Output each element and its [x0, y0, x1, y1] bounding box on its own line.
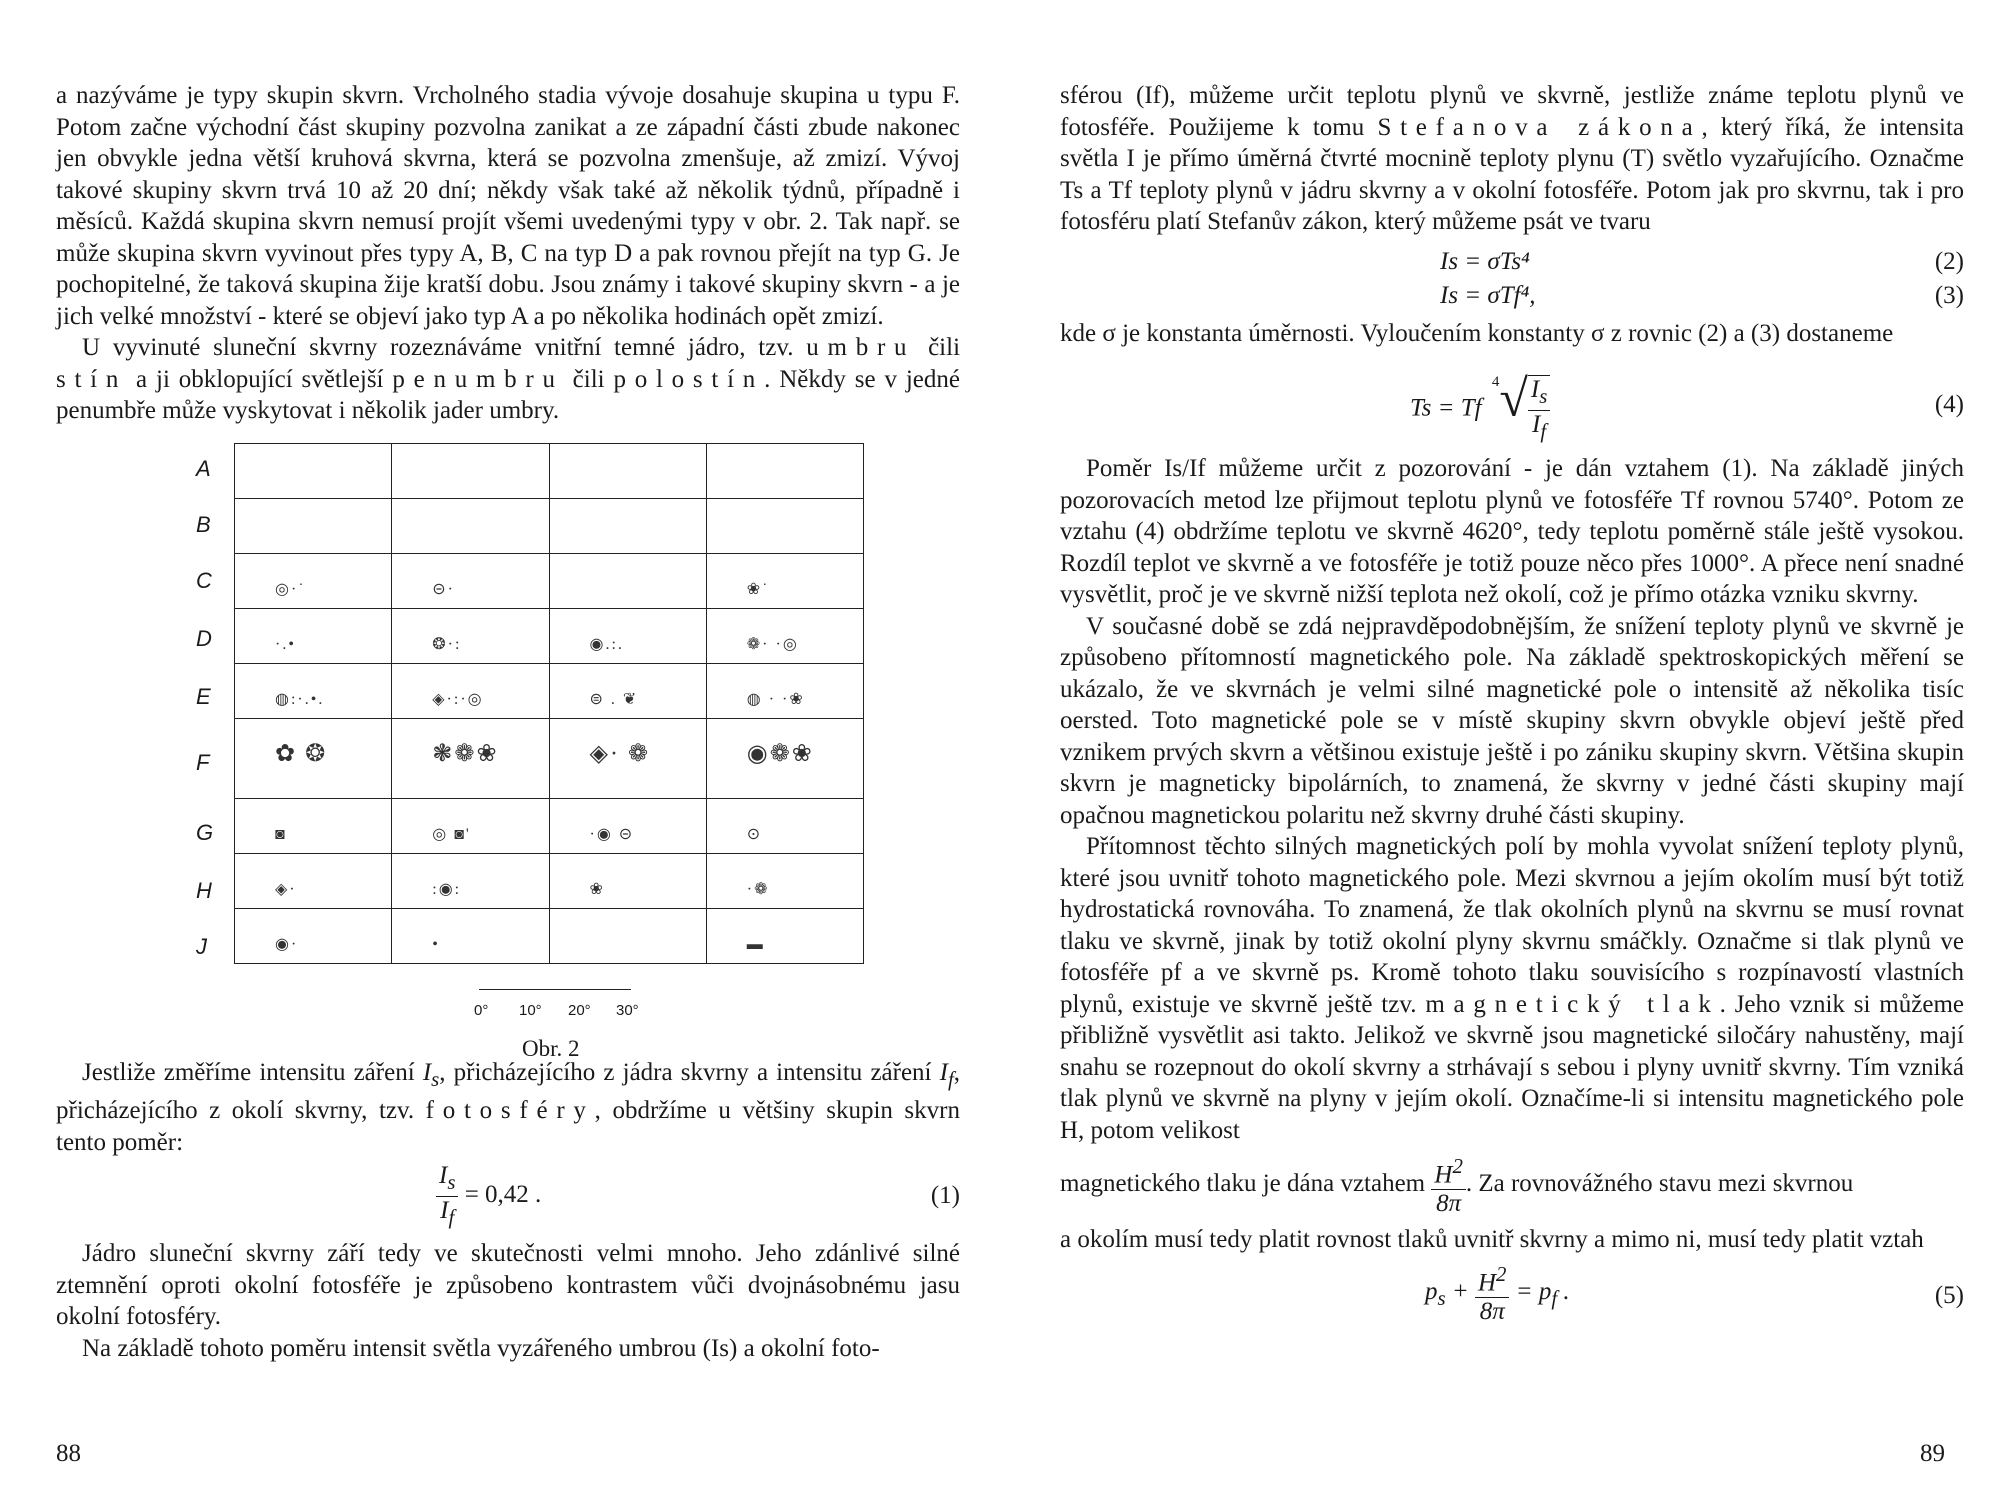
equation-number: (3) — [1934, 281, 1964, 309]
paragraph: U vyvinuté sluneční skvrny rozeznáváme vnitřní temné jádro, tzv. umbru čili stín a ji obklopující světlejší penumbru čili polostín. Někdy se v jedné penumbře může vyskytovat i několik jader umbry. — [56, 334, 961, 424]
sunspot-drawing: ◎ ◙' — [432, 825, 471, 843]
sunspot-drawing: ◉❁❀ — [746, 740, 814, 767]
page-number: 89 — [1920, 1440, 1945, 1467]
paragraph: Poměr Is/If můžeme určit z pozorování - je dán vztahem (1). Na základě jiných pozorovacích metod lze přijmout teplotu plynů ve fotosféře Tf rovnou 5740°. Potom ze vztahu (4) obdržíme teplotu ve skvrně 4620°, tedy teplotu poměrně stále ještě vysokou. Rozdíl teplot ve skvrně a ve fotosféře je totiž pouze něco přes 1000°. A přece není snadné vysvětlit, proč je ve skvrně nižší teplota než okolí, což je přímo otázka vzniku skvrny. — [1060, 455, 1964, 608]
paragraph: Jádro sluneční skvrny září tedy ve skutečnosti velmi mnoho. Jeho zdánlivé silné ztemnění oproti okolní fotosféře je způsobeno kontrastem vůči dvojnásobnému jasu okolní fotosféry. — [56, 1240, 960, 1330]
left-page — [56, 80, 960, 1364]
right-page — [1060, 80, 1964, 1338]
sunspot-drawing: ⊜ . ❦ — [589, 690, 639, 708]
paragraph: magnetického tlaku je dána vztahem $\frac{H^2}{8\pi}$ . Za rovnovážného stavu mezi skvrnou — [1060, 1154, 1854, 1218]
row-label: H — [196, 877, 212, 903]
sunspot-drawing: ✿ ❂ — [275, 740, 328, 767]
fraction: $\frac{H^2}{8\pi}$ — [1475, 1260, 1509, 1326]
row-label: E — [196, 683, 211, 709]
row-label: J — [196, 933, 207, 959]
equation-3: Is = σTf⁴, (3) — [1060, 278, 1964, 312]
paragraph: a okolím musí tedy platit rovnost tlaků uvnitř skvrny a mimo ni, musí tedy platit vztah — [1060, 1226, 1924, 1254]
sunspot-drawing: ❀ — [589, 880, 605, 898]
row-label: C — [196, 567, 212, 593]
sunspot-drawing: ◙ — [275, 825, 287, 843]
sunspot-drawing: • — [432, 935, 440, 953]
row-label: A — [196, 455, 211, 481]
equation-1: $\frac{I_s}{I_f}$ = 0,42 . (1) — [56, 1162, 960, 1234]
sunspot-drawing: ◈· — [275, 880, 297, 898]
paragraph: sférou (If), můžeme určit teplotu plynů ve skvrně, jestliže známe teplotu plynů ve fotosféře. Použijeme k tomu Stefanova zákona, který říká, že intensita světla I je přímo úměrná čtvrté mocnině teploty plynu (T) světlo vyzařujícího. Označme Ts a Tf teploty plynů v jádru skvrny a v okolní fotosféře. Potom jak pro skvrnu, tak i pro fotosféru platí Stefanův zákon, který můžeme psát ve tvaru — [1060, 82, 1964, 235]
paragraph: kde σ je konstanta úměrnosti. Vyloučením konstanty σ z rovnic (2) a (3) dostaneme — [1060, 319, 1894, 347]
radical-sign: √ — [1499, 370, 1528, 428]
sunspot-drawing: ·◉ ⊝ — [589, 825, 635, 843]
equation-4: Ts = Tf $^4$√ $\frac{I_s}{I_f}$ (4) — [1410, 370, 1964, 443]
sunspot-drawing: ❁· ·◎ — [746, 635, 799, 653]
equation-5: $p_s$ + $\frac{H^2}{8\pi}$ = $p_f$ . (5) — [1425, 1261, 1964, 1326]
sunspot-drawing: ▬ — [746, 935, 765, 953]
paragraph: Přítomnost těchto silných magnetických polí by mohla vyvolat snížení teploty plynů, které jsou uvnitř tohoto magnetického pole. Mezi skvrnou a jejím okolím musí být totiž hydrostatická rovnováha. To znamená, že tlak okolních plynů na skvrnu se musí rovnat tlaku ve skvrně, jinak by totiž okolní plyny skvrnu smáčkly. Označme si tlak plynů ve fotosféře pf a ve skvrně ps. Kromě tohoto tlaku souvisícího s rozpínavostí vlastních plynů, existuje ve skvrně ještě tzv. magnetický tlak. Jeho vznik si můžeme přibližně vysvětlit asi takto. Jelikož ve skvrně jsou magnetické siločáry nahustěny, mají snahu se rozepnout do okolí skvrny a strhávají s sebou i plyny uvnitř skvrny. Tím vzniká tlak plynů ve skvrně na plyny v jejím okolí. Označíme-li si intensitu magnetického pole H, potom velikost — [1060, 833, 1964, 1144]
sunspot-drawing: ❂·: — [432, 635, 462, 653]
equation-number: (1) — [930, 1182, 960, 1209]
sunspot-drawing: ❃❁❀ — [432, 740, 499, 767]
figure-grid — [234, 443, 864, 964]
equation-2: Is = σTs⁴ (2) — [1060, 244, 1964, 278]
figure-caption: Obr. 2 — [522, 1035, 580, 1061]
scale-label: 30° — [616, 1001, 639, 1019]
scale-label: 10° — [519, 1001, 542, 1019]
sunspot-classification-figure — [56, 443, 960, 1061]
sunspot-drawing: ◉.:. — [589, 635, 624, 653]
equation-number: (4) — [1934, 391, 1964, 418]
sunspot-drawing: ◈·:·◎ — [432, 690, 484, 708]
sunspot-drawing: ·.• — [275, 635, 296, 653]
fraction: $\frac{I_s}{I_f}$ — [436, 1162, 458, 1231]
paragraph: V současné době se zdá nejpravděpodobnějším, že snížení teploty plynů ve skvrně je způsobeno přítomností magnetického pole. Na základě spektroskopických měření se ukázalo, že ve skvrnách je velmi silné magnetické pole o intensitě až několika tisíc oersted. Toto magnetické pole se v místě skupiny skvrn obvykle objeví ještě před vznikem prvých skvrn a většinou existuje ještě i po zániku skupiny skvrn. Většina skupin skvrn je magneticky bipolárních, to znamená, že skvrny v jedné části skupiny mají opačnou magnetickou polaritu než skvrny druhé části skupiny. — [1060, 612, 1964, 829]
sunspot-drawing: ◍ · ·❀ — [746, 690, 805, 708]
row-label: D — [196, 625, 212, 651]
fraction: $\frac{H^2}{8\pi}$ — [1431, 1152, 1465, 1218]
sunspot-drawing: ◎·˙ — [275, 580, 306, 598]
sunspot-drawing: ◈· ❁ — [589, 740, 651, 767]
equation-number: (5) — [1934, 1281, 1964, 1309]
sunspot-drawing: ·❁ — [746, 880, 770, 898]
page-number: 88 — [56, 1440, 81, 1467]
paragraph: Na základě tohoto poměru intensit světla vyzářeného umbrou (Is) a okolní foto- — [82, 1334, 880, 1362]
paragraph: a nazýváme je typy skupin skvrn. Vrcholného stadia vývoje dosahuje skupina u typu F. Potom začne východní část skupiny pozvolna zanikat a ze západní části zbude nakonec jen obvykle jedna větší kruhová skvrna, která se pozvolna zmenšuje, až zmizí. Vývoj takové skupiny skvrn trvá 10 až 20 dní; někdy však také až několik týdnů, případně i měsíců. Každá skupina skvrn nemusí projít všemi uvedenými typy v obr. 2. Tak např. se může skupina skvrn vyvinout přes typy A, B, C na typ D a pak rovnou přejít na typ G. Je pochopitelné, že taková skupina žije kratší dobu. Jsou známy i takové skupiny skvrn - a je jich velké množství - které se objeví jako typ A a po několika hodinách opět zmizí. — [56, 82, 960, 330]
row-label: G — [196, 819, 214, 845]
row-label: B — [196, 511, 211, 537]
scale-label: 20° — [568, 1001, 591, 1019]
sunspot-drawing: :◉: — [432, 880, 462, 898]
paragraph: Jestliže změříme intensitu záření $I_s$, přicházejícího z jádra skvrny a intensitu záření $I_f$, přicházejícího z okolí skvrny, tzv. fotosféry, obdržíme u většiny skupin skvrn tento poměr: — [56, 1058, 961, 1156]
sunspot-drawing: ⊙ — [746, 825, 763, 843]
row-label: F — [196, 749, 210, 775]
sunspot-drawing: ❀˙ — [746, 580, 770, 598]
sunspot-drawing: ◍:·.•. — [275, 690, 325, 708]
sunspot-drawing: ◉· — [275, 935, 299, 953]
scale-label: 0° — [474, 1001, 489, 1019]
equation-number: (2) — [1934, 247, 1964, 275]
degree-scale-bar — [479, 989, 631, 990]
fraction: $\frac{I_s}{I_f}$ — [1528, 375, 1550, 445]
sunspot-drawing: ⊝· — [432, 580, 455, 598]
